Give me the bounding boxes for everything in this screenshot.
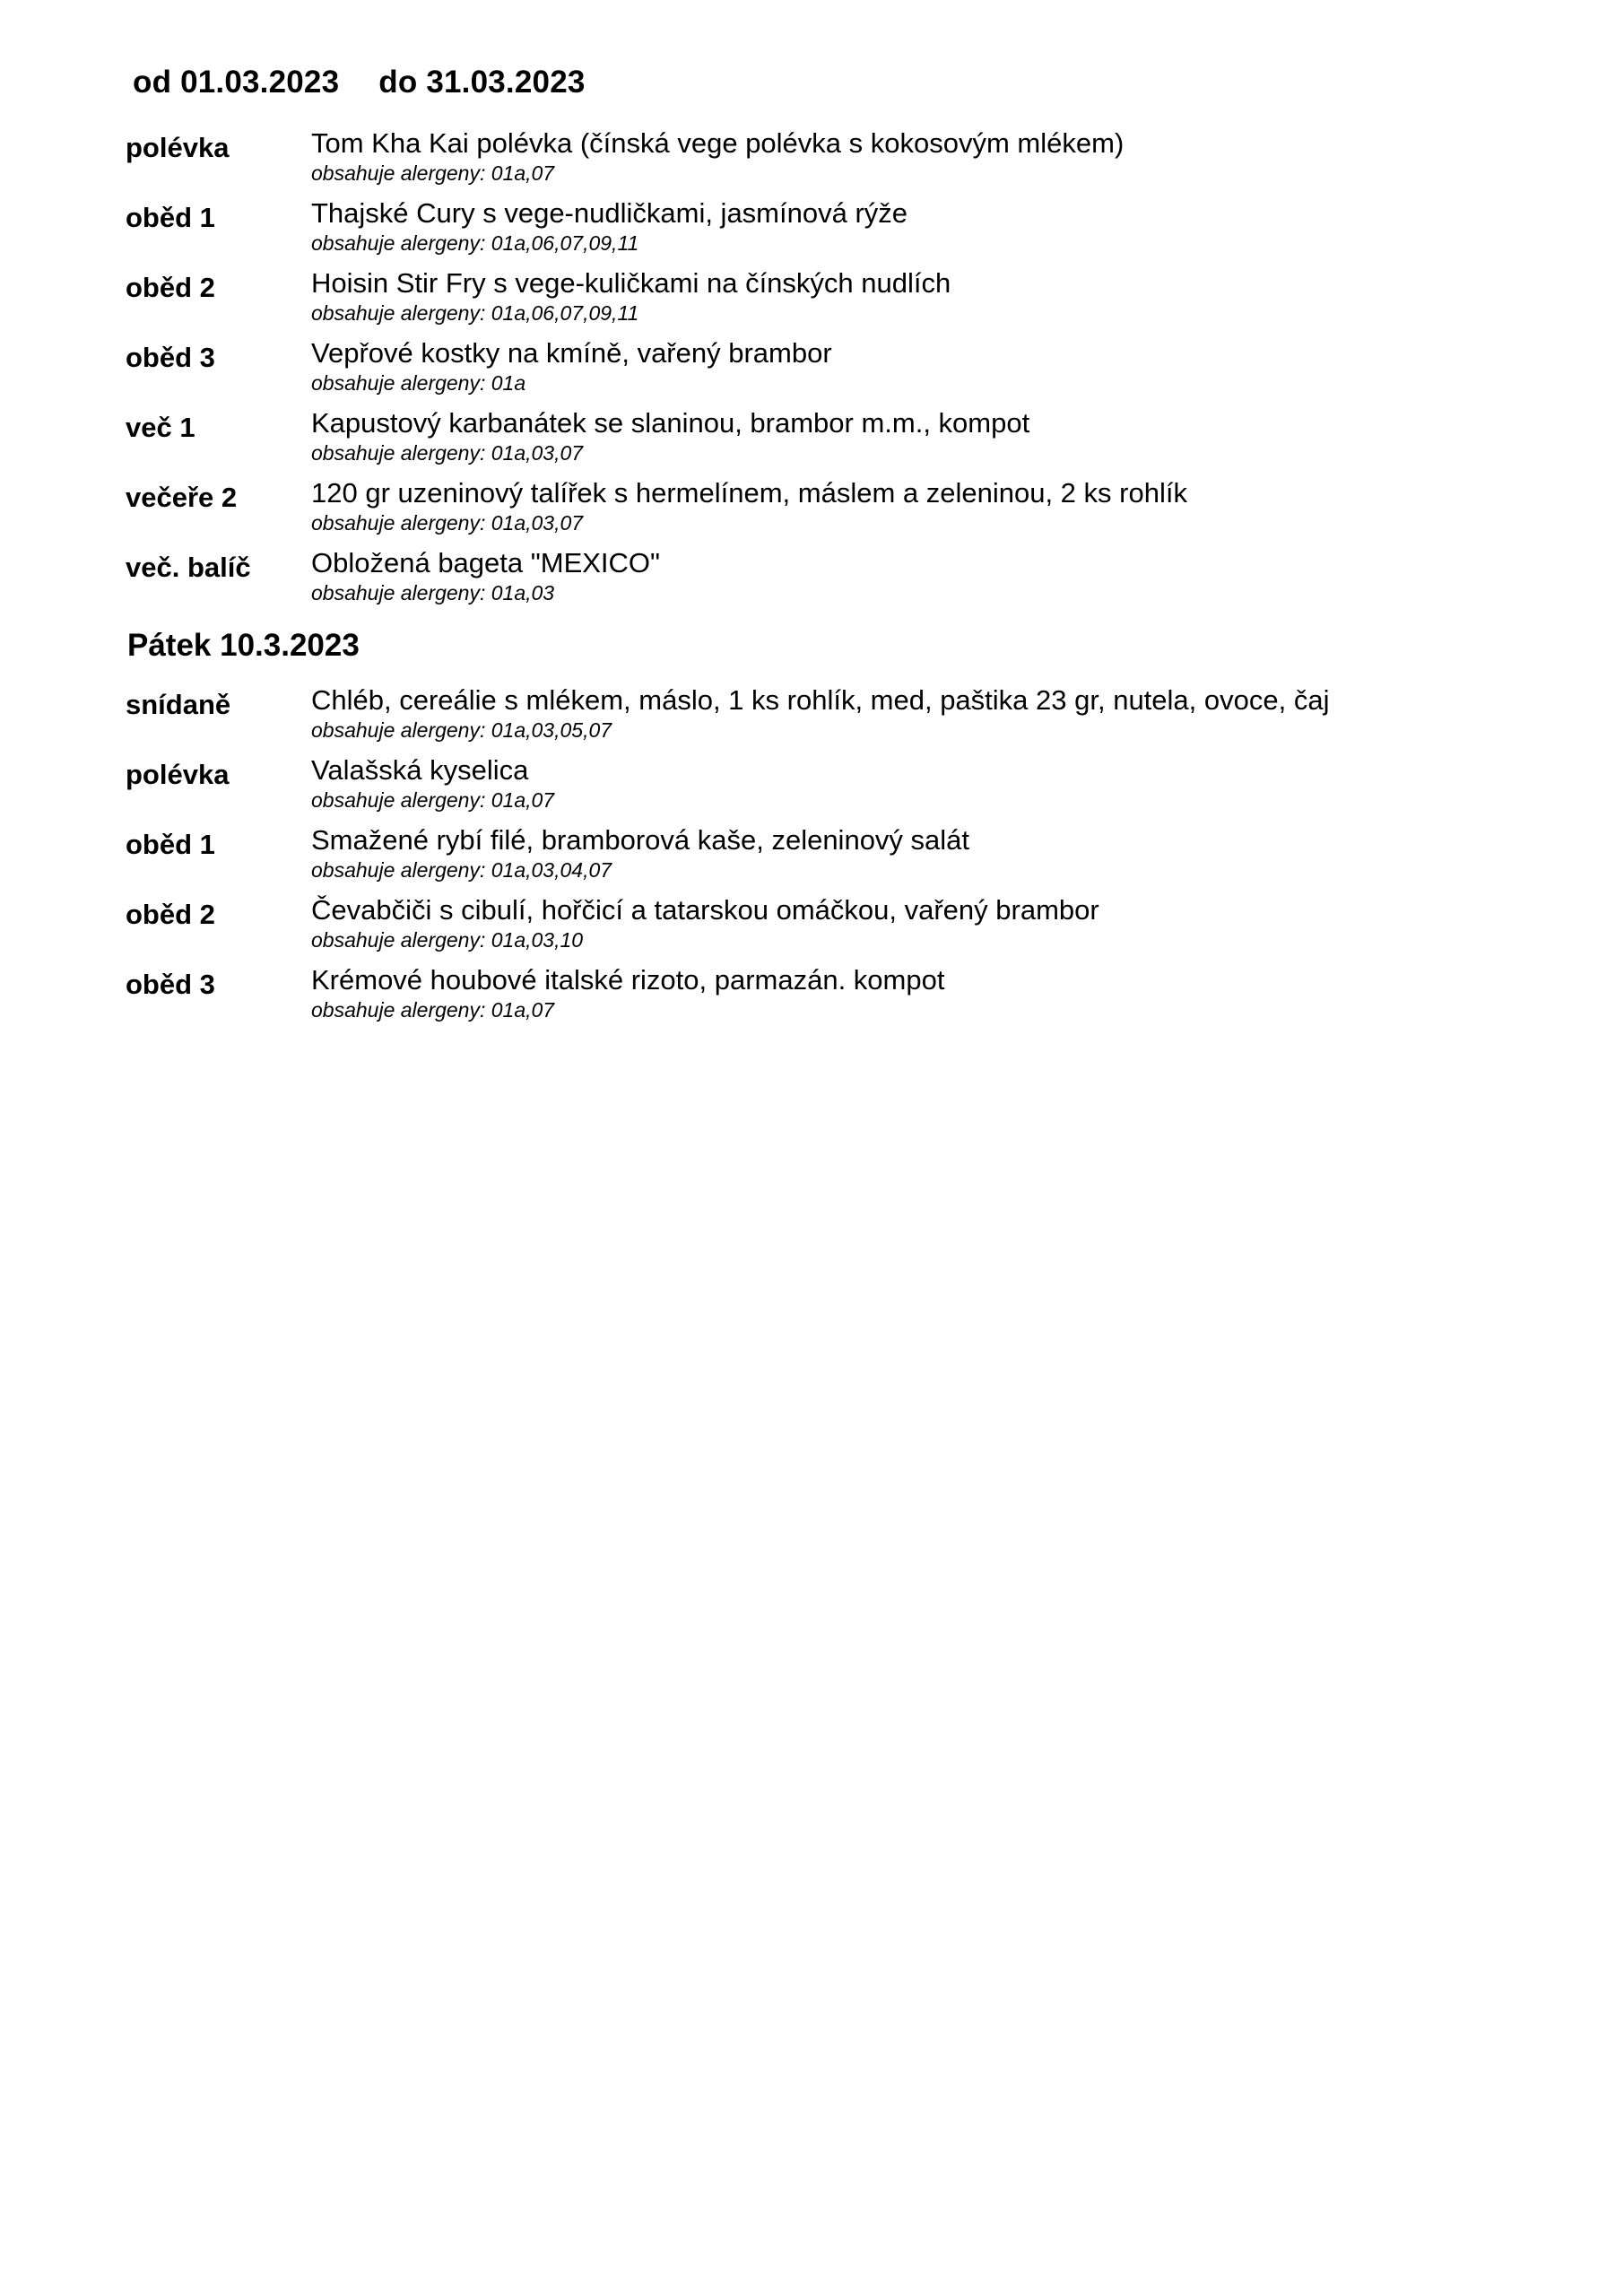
menu-item bbox=[311, 332, 1524, 402]
menu-row bbox=[126, 959, 1524, 1029]
menu-row bbox=[126, 262, 1524, 332]
day-heading: Pátek 10.3.2023 bbox=[127, 628, 360, 663]
menu-row bbox=[126, 402, 1524, 472]
allergen-note: obsahuje alergeny: 01a,06,07,09,11 bbox=[311, 301, 639, 325]
date-range bbox=[133, 65, 586, 100]
menu-item bbox=[311, 542, 1524, 612]
meal-label: oběd 2 bbox=[126, 899, 215, 930]
dish-name: Obložená bageta "MEXICO" bbox=[311, 547, 661, 578]
menu-section-friday bbox=[126, 679, 1524, 1029]
meal-label: več. balíč bbox=[126, 552, 251, 583]
menu-section-period bbox=[126, 122, 1524, 612]
allergen-note: obsahuje alergeny: 01a,06,07,09,11 bbox=[311, 231, 639, 255]
dish-name: Chléb, cereálie s mlékem, máslo, 1 ks rohlík, med, paštika 23 gr, nutela, ovoce, čaj bbox=[311, 684, 1330, 716]
meal-label: oběd 1 bbox=[126, 202, 215, 233]
allergen-note: obsahuje alergeny: 01a,03 bbox=[311, 581, 555, 604]
menu-row bbox=[126, 679, 1524, 749]
allergen-note: obsahuje alergeny: 01a,03,05,07 bbox=[311, 718, 612, 742]
allergen-note: obsahuje alergeny: 01a,07 bbox=[311, 998, 555, 1022]
dish-name: Tom Kha Kai polévka (čínská vege polévka s kokosovým mlékem) bbox=[311, 127, 1125, 159]
dish-name: Čevabčiči s cibulí, hořčicí a tatarskou omáčkou, vařený brambor bbox=[311, 894, 1099, 926]
allergen-note: obsahuje alergeny: 01a,03,07 bbox=[311, 441, 584, 465]
menu-item bbox=[311, 819, 1524, 889]
menu-item bbox=[311, 472, 1524, 542]
menu-row bbox=[126, 472, 1524, 542]
meal-label: snídaně bbox=[126, 689, 231, 720]
menu-row bbox=[126, 889, 1524, 959]
meal-label: oběd 3 bbox=[126, 969, 215, 1000]
dish-name: Vepřové kostky na kmíně, vařený brambor bbox=[311, 337, 832, 369]
dish-name: Smažené rybí filé, bramborová kaše, zeleninový salát bbox=[311, 824, 970, 856]
allergen-note: obsahuje alergeny: 01a bbox=[311, 371, 526, 395]
meal-label: oběd 1 bbox=[126, 829, 215, 860]
meal-label: oběd 2 bbox=[126, 272, 215, 303]
allergen-note: obsahuje alergeny: 01a,03,07 bbox=[311, 511, 584, 535]
dish-name: 120 gr uzeninový talířek s hermelínem, máslem a zeleninou, 2 ks rohlík bbox=[311, 477, 1187, 509]
dish-name: Thajské Cury s vege-nudličkami, jasmínová rýže bbox=[311, 197, 908, 229]
meal-label: oběd 3 bbox=[126, 342, 215, 373]
menu-item bbox=[311, 192, 1524, 262]
menu-item bbox=[311, 262, 1524, 332]
dish-name: Hoisin Stir Fry s vege-kuličkami na čínských nudlích bbox=[311, 267, 951, 299]
meal-label: večeře 2 bbox=[126, 482, 238, 513]
dish-name: Valašská kyselica bbox=[311, 754, 529, 786]
date-from: od 01.03.2023 bbox=[133, 65, 340, 100]
allergen-note: obsahuje alergeny: 01a,07 bbox=[311, 161, 555, 185]
meal-label: polévka bbox=[126, 132, 230, 163]
meal-label: polévka bbox=[126, 759, 230, 790]
menu-item bbox=[311, 679, 1524, 749]
allergen-note: obsahuje alergeny: 01a,07 bbox=[311, 788, 555, 812]
menu-item bbox=[311, 959, 1524, 1029]
date-to: do 31.03.2023 bbox=[378, 65, 586, 100]
dish-name: Krémové houbové italské rizoto, parmazán. kompot bbox=[311, 964, 945, 996]
menu-item bbox=[311, 402, 1524, 472]
menu-item bbox=[311, 889, 1524, 959]
menu-row bbox=[126, 332, 1524, 402]
allergen-note: obsahuje alergeny: 01a,03,04,07 bbox=[311, 858, 612, 882]
allergen-note: obsahuje alergeny: 01a,03,10 bbox=[311, 928, 584, 952]
menu-item bbox=[311, 122, 1524, 192]
menu-row bbox=[126, 819, 1524, 889]
menu-item bbox=[311, 749, 1524, 819]
dish-name: Kapustový karbanátek se slaninou, brambor m.m., kompot bbox=[311, 407, 1030, 439]
meal-label: več 1 bbox=[126, 412, 195, 443]
menu-row bbox=[126, 542, 1524, 612]
menu-row bbox=[126, 749, 1524, 819]
menu-row bbox=[126, 122, 1524, 192]
menu-row bbox=[126, 192, 1524, 262]
